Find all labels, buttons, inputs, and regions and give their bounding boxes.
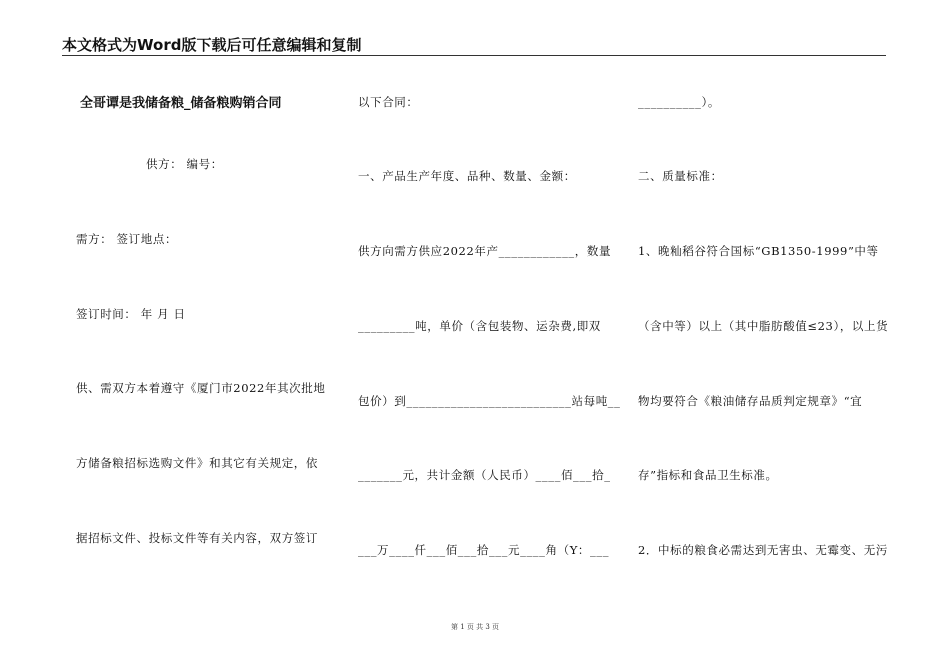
text-line: 存”指标和食品卫生标准。 — [638, 468, 778, 482]
text-line: 以下合同： — [358, 95, 419, 109]
text-line: __________）。 — [638, 95, 720, 109]
column-left — [76, 0, 338, 672]
text-line: ___万____仟___佰___拾___元____角（Y：___ — [358, 543, 610, 557]
text-line: 方储备粮招标选购文件》和其它有关规定，依 — [76, 456, 318, 470]
document-header: 本文格式为Word版下载后可任意编辑和复制 — [62, 36, 362, 54]
text-line: 2．中标的粮食必需达到无害虫、无霉变、无污 — [638, 543, 888, 557]
text-line: 需方： 签订地点： — [76, 232, 178, 246]
text-line: 一、产品生产年度、品种、数量、金额： — [358, 169, 576, 183]
text-line: 二、质量标准： — [638, 169, 723, 183]
text-line: 供、需双方本着遵守《厦门市2022年其次批地 — [76, 381, 326, 395]
text-line: 包价）到__________________________站每吨__ — [358, 394, 621, 408]
document-title: 全哥谭是我储备粮_储备粮购销合同 — [80, 96, 282, 111]
column-right — [638, 0, 888, 672]
text-line: 供方向需方供应2022年产____________，数量 — [358, 244, 612, 258]
text-line: 供方： 编号： — [146, 157, 223, 171]
text-line: （含中等）以上（其中脂肪酸值≤23），以上货 — [638, 319, 889, 333]
text-line: _______元，共计金额（人民币）____佰___拾_ — [358, 468, 611, 482]
text-line: 1、晚籼稻谷符合国标“GB1350-1999”中等 — [638, 244, 879, 258]
text-line: 据招标文件、投标文件等有关内容，双方签订 — [76, 531, 318, 545]
text-line: 物均要符合《粮油储存品质判定规章》“宜 — [638, 394, 863, 408]
text-line: _________吨，单价（含包装物、运杂费,即双 — [358, 319, 601, 333]
page-indicator: 第 1 页 共 3 页 — [450, 623, 500, 631]
text-line: 签订时间： 年 月 日 — [76, 307, 186, 321]
column-middle — [358, 0, 621, 672]
